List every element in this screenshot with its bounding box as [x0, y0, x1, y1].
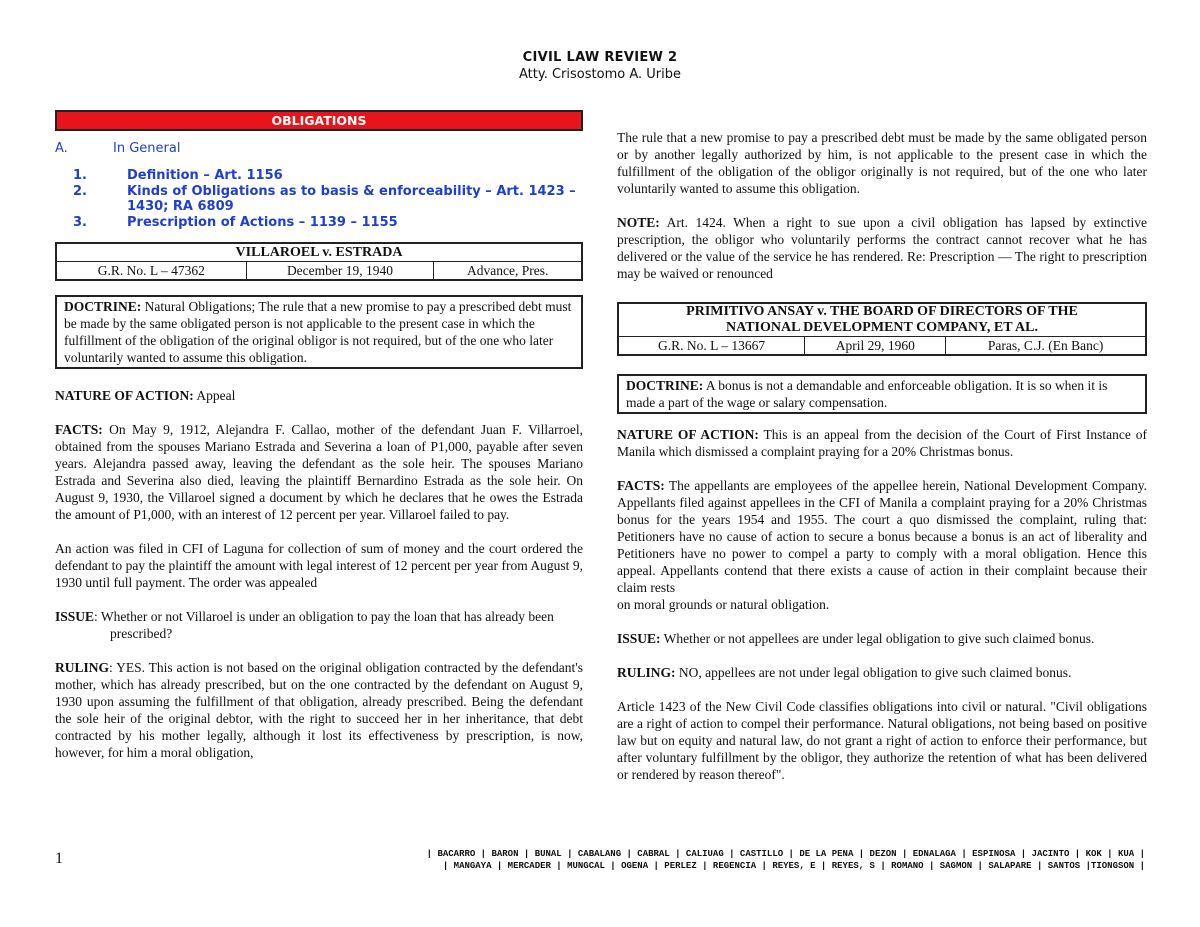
doctrine-box: [55, 295, 583, 369]
issue-label: ISSUE:: [617, 631, 661, 646]
case-title: VILLAROEL v. ESTRADA: [56, 243, 582, 262]
intro-paragraph: The rule that a new promise to pay a prescribed debt must be made by the same obligated person or by another legally authorized by him, is not applicable to the present case in which the fulfillment of the obligation of the obligor originally is not required, but of the one who later voluntarily wanted to assume this obligation.: [617, 130, 1147, 196]
nature-text: Appeal: [193, 388, 236, 403]
case-gr-number: G.R. No. L – 47362: [56, 262, 246, 281]
facts-label: FACTS:: [55, 422, 103, 437]
case-gr-number: G.R. No. L – 13667: [618, 337, 805, 356]
nature-label: NATURE OF ACTION:: [55, 388, 194, 403]
nature-of-action: [617, 426, 1147, 460]
topic-list: [55, 168, 583, 230]
issue-paragraph: [55, 608, 583, 642]
case-date: December 19, 1940: [246, 262, 434, 281]
section-banner: OBLIGATIONS: [55, 110, 583, 131]
doctrine-text: Natural Obligations; The rule that a new promise to pay a prescribed debt must be made by the same obligated person is not applicable to the present case in which the fulfillment of the obligation of the original obligor is not required, but of the one who later voluntarily wanted to assume this obligation.: [64, 299, 572, 365]
document-title: CIVIL LAW REVIEW 2: [522, 50, 678, 65]
topic-item: [55, 168, 583, 183]
case-date: April 29, 1960: [805, 337, 946, 356]
doctrine-label: DOCTRINE:: [626, 378, 704, 393]
topic-text: Definition – Art. 1156: [127, 168, 283, 183]
contributors-line: | MANGAYA | MERCADER | MUNGCAL | OGENA | PERLEZ | REGENCIA | REYES, E | REYES, S | ROMANO | SAGMON | SALAPARE | SANTOS |TIONGSON |: [442, 861, 1145, 871]
page-header: [0, 50, 1200, 82]
case-title-line: PRIMITIVO ANSAY v. THE BOARD OF DIRECTORS OF THE: [686, 304, 1078, 319]
ruling-text: NO, appellees are not under legal obligation to give such claimed bonus.: [675, 665, 1072, 680]
topic-number: 2.: [73, 184, 87, 199]
nature-text: This is an appeal from the decision of the Court of First Instance of Manila which dismissed a complaint praying for a 20% Christmas bonus.: [617, 427, 1147, 459]
nature-of-action: [55, 387, 583, 404]
contributors-footer: [300, 848, 1145, 872]
ruling-label: RULING:: [617, 665, 676, 680]
case-ponente: Advance, Pres.: [434, 262, 582, 281]
topic-text: Kinds of Obligations as to basis & enforceability – Art. 1423 – 1430; RA 6809: [127, 184, 576, 214]
doctrine-text: A bonus is not a demandable and enforceable obligation. It is so when it is made a part of the wage or salary compensation.: [626, 378, 1108, 410]
case-caption-table: [55, 242, 583, 281]
contributors-line: | BACARRO | BARON | BUNAL | CABALANG | CABRAL | CALIUAG | CASTILLO | DE LA PENA | DEZON | EDNALAGA | ESPINOSA | JACINTO | KOK | KUA |: [426, 849, 1145, 859]
right-column: [617, 129, 1147, 783]
note-label: NOTE:: [617, 215, 660, 230]
note-paragraph: [617, 214, 1147, 282]
section-letter: A.: [55, 141, 68, 156]
topic-item: [55, 184, 583, 214]
issue-text: : Whether or not Villaroel is under an obligation to pay the loan that has already been prescribed?: [94, 609, 554, 641]
facts-label: FACTS:: [617, 478, 665, 493]
page-number: 1: [55, 850, 63, 867]
facts-paragraph: [617, 477, 1147, 596]
topic-number: 1.: [73, 168, 87, 183]
case-title: [618, 303, 1146, 337]
topic-number: 3.: [73, 215, 87, 230]
ruling-label: RULING: [55, 660, 110, 675]
issue-label: ISSUE: [55, 609, 95, 624]
case-caption-table: [617, 302, 1147, 356]
issue-paragraph: [617, 630, 1147, 647]
topic-item: [55, 215, 583, 230]
action-paragraph: An action was filed in CFI of Laguna for collection of sum of money and the court ordered the defendant to pay the plaintiff the amount with legal interest of 12 percent per year from August 9, 1930 until full payment. The order was appealed: [55, 541, 583, 590]
ruling-paragraph: [617, 664, 1147, 681]
section-heading: [55, 141, 583, 156]
ruling-paragraph: [55, 659, 583, 761]
facts-paragraph: [55, 421, 583, 523]
facts-continuation: on moral grounds or natural obligation.: [617, 597, 830, 612]
ruling-text: : YES. This action is not based on the original obligation contracted by the defendant's mother, which has already prescribed, but on the one contracted by the defendant on August 9, 1930 upon assuming the fulfillment of that obligation, already prescribed. Being the defendant the sole heir of the original debtor, with the right to succeed her in her inheritance, that debt contracted by his mother legally, although it lost its effectiveness by prescription, is now, however, for him a moral obligation,: [55, 660, 583, 760]
facts-text: On May 9, 1912, Alejandra F. Callao, mother of the defendant Juan F. Villarroel, obtained from the spouses Mariano Estrada and Severina a loan of P1,000, payable after seven years. Alejandra passed away, leaving the defendant as the sole heir. The spouses Mariano Estrada and Severina also died, leaving the plaintiff Bernardino Estrada as the sole heir. On August 9, 1930, the Villaroel signed a document by which he declares that he owes the Estrada the amount of P1,000, with an interest of 12 percent per year. Villaroel failed to pay.: [55, 422, 583, 522]
topic-text: Prescription of Actions – 1139 – 1155: [127, 215, 398, 230]
article-paragraph: Article 1423 of the New Civil Code classifies obligations into civil or natural. "Civil obligations are a right of action to compel their performance. Natural obligations, not being based on positive law but on equity and natural law, do not grant a right of action to enforce their performance, but after voluntary fulfillment by the obligor, they authorize the retention of what has been delivered or rendered by reason thereof".: [617, 699, 1147, 782]
left-column: [55, 110, 583, 761]
case-ponente: Paras, C.J. (En Banc): [946, 337, 1146, 356]
document-subtitle: Atty. Crisostomo A. Uribe: [519, 67, 681, 82]
facts-text: The appellants are employees of the appellee herein, National Development Company. Appellants filed against appellees in the CFI of Manila a complaint praying for a 20% Christmas bonus for the years 1954 and 1955. The court a quo dismissed the complaint, ruling that: Petitioners have no cause of action to secure a bonus because a bonus is an act of liberality and Petitioners have no power to compel a party to comply with a moral obligation. Hence this appeal. Appellants contend that there exists a cause of action in their complaint because their claim rests: [617, 478, 1147, 595]
doctrine-label: DOCTRINE:: [64, 299, 142, 314]
case-title-line: NATIONAL DEVELOPMENT COMPANY, ET AL.: [726, 320, 1038, 335]
nature-label: NATURE OF ACTION:: [617, 427, 759, 442]
issue-text: Whether or not appellees are under legal obligation to give such claimed bonus.: [660, 631, 1095, 646]
section-title: In General: [113, 141, 181, 156]
note-text: Art. 1424. When a right to sue upon a civil obligation has lapsed by extinctive prescription, the obligor who voluntarily performs the contract cannot recover what he has delivered or the value of the service he has rendered. Re: Prescription — The right to prescription may be waived or renounced: [617, 215, 1147, 281]
doctrine-box: [617, 374, 1147, 414]
